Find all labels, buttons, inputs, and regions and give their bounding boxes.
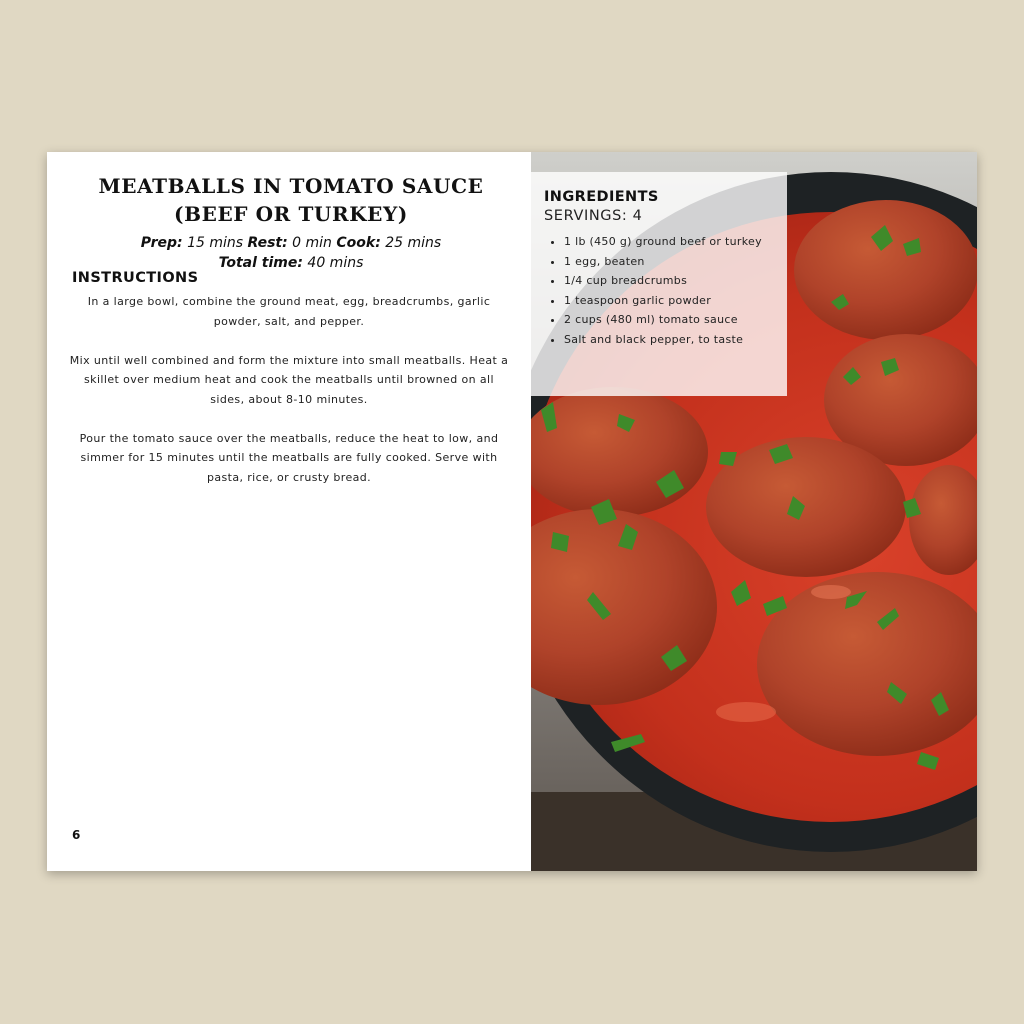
- cook-value: 25 mins: [385, 235, 442, 251]
- instruction-step: Mix until well combined and form the mixture into small meatballs. Heat a skillet over medium heat and cook the meatballs until browned on all sides, about 8-10 minutes.: [69, 353, 509, 406]
- ingredient-item: • Salt and black pepper, to taste: [564, 330, 800, 350]
- rest-label: Rest:: [247, 235, 288, 251]
- page-number: 6: [72, 828, 81, 842]
- ingredient-item: • 1 lb (450 g) ground beef or turkey: [564, 232, 800, 252]
- prep-value: 15 mins: [187, 235, 244, 251]
- instructions-heading: INSTRUCTIONS: [72, 270, 199, 286]
- meatball: [706, 437, 906, 577]
- recipe-times: [71, 233, 511, 273]
- total-time-value: 40 mins: [307, 255, 364, 271]
- ingredient-item: • 1 teaspoon garlic powder: [564, 291, 800, 311]
- instruction-step: In a large bowl, combine the ground meat, egg, breadcrumbs, garlic powder, salt, and pepper.: [87, 295, 491, 328]
- ingredient-item: • 1 egg, beaten: [564, 252, 800, 272]
- times-line-1: [71, 233, 511, 253]
- sauce-highlight: [811, 585, 851, 599]
- sauce-highlight: [716, 702, 776, 722]
- ingredients-panel: [531, 172, 787, 396]
- instruction-step: Pour the tomato sauce over the meatballs, reduce the heat to low, and simmer for 15 minutes until the meatballs are fully cooked. Serve with pasta, rice, or crusty bread.: [79, 431, 499, 484]
- recipe-title-line2: (BEEF OR TURKEY): [174, 202, 408, 226]
- rest-value: 0 min: [292, 235, 332, 251]
- left-page: [47, 152, 531, 871]
- prep-label: Prep:: [140, 235, 183, 251]
- recipe-title-line1: MEATBALLS IN TOMATO SAUCE: [98, 174, 484, 198]
- ingredient-item: • 2 cups (480 ml) tomato sauce: [564, 310, 800, 330]
- recipe-book-spread: [47, 152, 977, 871]
- ingredients-heading: INGREDIENTS: [544, 189, 659, 205]
- servings: SERVINGS: 4: [544, 208, 643, 224]
- meatball: [794, 200, 977, 340]
- cook-label: Cook:: [336, 235, 381, 251]
- ingredient-item: • 1/4 cup breadcrumbs: [564, 271, 800, 291]
- instructions-body: [69, 292, 509, 507]
- right-page: [531, 152, 977, 871]
- recipe-title: [71, 172, 511, 228]
- total-time-label: Total time:: [218, 255, 303, 271]
- ingredients-list: [544, 232, 800, 349]
